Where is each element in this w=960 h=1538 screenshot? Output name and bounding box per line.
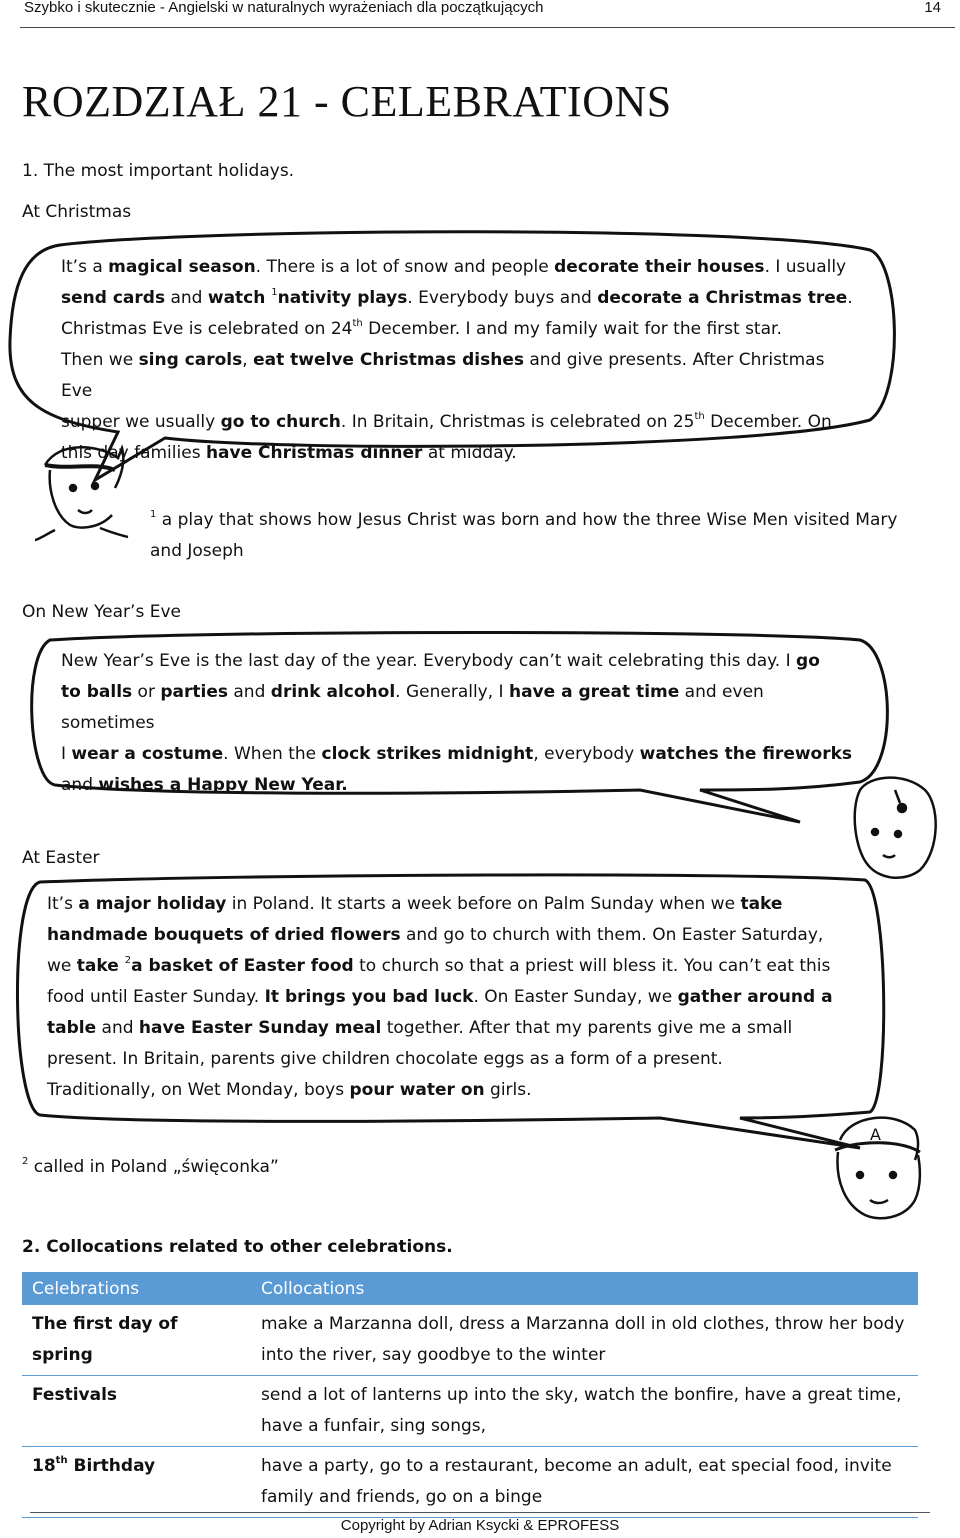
text: girls. [484,1080,532,1100]
footnote-marker: 2 [22,1156,29,1168]
chapter-title: ROZDZIAŁ 21 - CELEBRATIONS [22,77,672,126]
footnote-text: called in Poland „święconka” [33,1157,279,1177]
text: . There is a lot of snow and people [255,257,555,277]
page-number: 14 [924,0,941,16]
footnote-1 [150,505,955,567]
text: It’s [47,894,79,914]
collocation: send cards [61,288,166,308]
text: . In Britain, Christmas is celebrated on 25 [340,412,695,432]
text: . Generally, I [395,682,509,702]
christmas-line-5 [61,407,861,438]
collocations-table [22,1272,918,1518]
text: and [165,288,208,308]
newyear-heading: On New Year’s Eve [22,602,181,622]
collocation: gather around a [677,987,833,1007]
christmas-line-6 [61,438,861,469]
column-header: Celebrations [22,1273,251,1306]
text: and go to church with them. On Easter Saturday, [400,925,824,945]
section-heading: 1. The most important holidays. [22,161,295,181]
text: or [132,682,161,702]
collocation: to balls [61,682,133,702]
text: December. I and my family wait for the first star. [362,319,782,339]
easter-line-1 [47,889,837,920]
page-footer: Copyright by Adrian Ksycki & EPROFESS [30,1512,930,1537]
text: New Year’s Eve is the last day of the year. Everybody can’t wait celebrating this day. I [61,651,797,671]
svg-text:A: A [870,1125,881,1144]
text: and even sometimes [61,682,764,733]
girl-cartoon-right-icon [855,778,936,878]
text: and [227,682,271,702]
collocation: nativity plays [277,288,408,308]
footnote-marker: 1 [150,509,157,521]
collocation: a basket of Easter food [131,956,354,976]
text: at midday. [422,443,517,463]
table-row [22,1447,918,1518]
text: . On Easter Sunday, we [473,987,678,1007]
footnote-ref: 1 [271,287,278,299]
easter-line-5 [47,1013,837,1044]
collocation: take [76,956,125,976]
collocation: decorate a Christmas tree [597,288,848,308]
collocation: have Easter Sunday meal [138,1018,382,1038]
text: food until Easter Sunday. [47,987,265,1007]
easter-line-6 [47,1044,837,1075]
column-header: Collocations [251,1273,918,1306]
collocations-cell: send a lot of lanterns up into the sky, watch the bonfire, have a great time, have a funfair, sing songs, [251,1376,918,1447]
collocation: decorate their houses [554,257,765,277]
collocation: pour water on [349,1080,485,1100]
text: . Everybody buys and [407,288,598,308]
text: Birthday [67,1456,156,1476]
newyear-line-4 [61,770,861,801]
table-row [22,1376,918,1447]
footnote-text: a play that shows how Jesus Christ was born and how the three Wise Men visited Mary [161,510,898,530]
easter-line-4 [47,982,837,1013]
easter-line-3 [47,951,837,982]
text: we [47,956,77,976]
christmas-paragraph [61,252,861,469]
easter-heading: At Easter [22,848,100,868]
table-row [22,1305,918,1376]
collocation: drink alcohol [270,682,396,702]
text: Traditionally, on Wet Monday, boys [47,1080,350,1100]
celebration-cell [22,1447,251,1518]
text: and give presents. After Christmas Eve [61,350,825,401]
collocation: table [47,1018,97,1038]
collocation: watch [207,288,272,308]
section2-heading: 2. Collocations related to other celebrations. [22,1237,453,1257]
newyear-line-1 [61,646,861,677]
text: I [61,744,72,764]
text: Christmas Eve is celebrated on 24 [61,319,353,339]
celebration-cell: Festivals [22,1376,251,1447]
text: , [242,350,254,370]
collocation: parties [160,682,228,702]
text: and [61,775,99,795]
text: . I usually [764,257,847,277]
ordinal-suffix: th [55,1455,68,1467]
ordinal-suffix: th [352,318,363,330]
christmas-line-2 [61,283,861,314]
collocation: a major holiday [78,894,227,914]
text: , everybody [533,744,640,764]
text: 18 [32,1456,56,1476]
text: to church so that a priest will bless it. You can’t eat this [353,956,831,976]
boy-cartoon-icon [835,1118,920,1219]
easter-paragraph [47,889,837,1106]
collocation: go to church [220,412,341,432]
newyear-paragraph [61,646,861,801]
collocation: wishes a Happy New Year. [98,775,348,795]
text: together. After that my parents give me a small [381,1018,793,1038]
footnote-2 [22,1152,279,1183]
text: supper we usually [61,412,221,432]
footnote-ref: 2 [124,955,132,967]
text: Then we [61,350,139,370]
text: . [847,288,853,308]
easter-line-7 [47,1075,837,1106]
collocation: watches the fireworks [639,744,853,764]
table-header-row [22,1273,918,1306]
text: December. On [704,412,832,432]
collocation: go [796,651,820,671]
newyear-line-2 [61,677,861,739]
ordinal-suffix: th [694,411,705,423]
collocation: eat twelve Christmas dishes [253,350,524,370]
collocation: sing carols [138,350,243,370]
text: It’s a [61,257,109,277]
collocations-cell: make a Marzanna doll, dress a Marzanna doll in old clothes, throw her body into the river, say goodbye to the winter [251,1305,918,1376]
text: in Poland. It starts a week before on Palm Sunday when we [226,894,741,914]
footnote-text: and Joseph [150,541,244,561]
collocation: take [740,894,783,914]
collocation: It brings you bad luck [264,987,474,1007]
collocation: wear a costume [71,744,224,764]
christmas-line-1 [61,252,861,283]
easter-line-2 [47,920,837,951]
celebration-cell: The first day of spring [22,1305,251,1376]
text: . When the [223,744,322,764]
header-title: Szybko i skutecznie - Angielski w naturalnych wyrażeniach dla początkujących [24,0,544,16]
text: and [96,1018,139,1038]
collocation: magical season [108,257,256,277]
newyear-line-3 [61,739,861,770]
collocation: clock strikes midnight [321,744,534,764]
collocation: have Christmas dinner [205,443,423,463]
text: this day families [61,443,206,463]
collocation: handmade bouquets of dried flowers [47,925,401,945]
text: present. In Britain, parents give children chocolate eggs as a form of a present. [47,1049,723,1069]
collocations-cell: have a party, go to a restaurant, become an adult, eat special food, invite family and friends, go on a binge [251,1447,918,1518]
collocation: have a great time [508,682,680,702]
christmas-line-3 [61,314,861,345]
christmas-heading: At Christmas [22,202,132,222]
christmas-line-4 [61,345,861,407]
